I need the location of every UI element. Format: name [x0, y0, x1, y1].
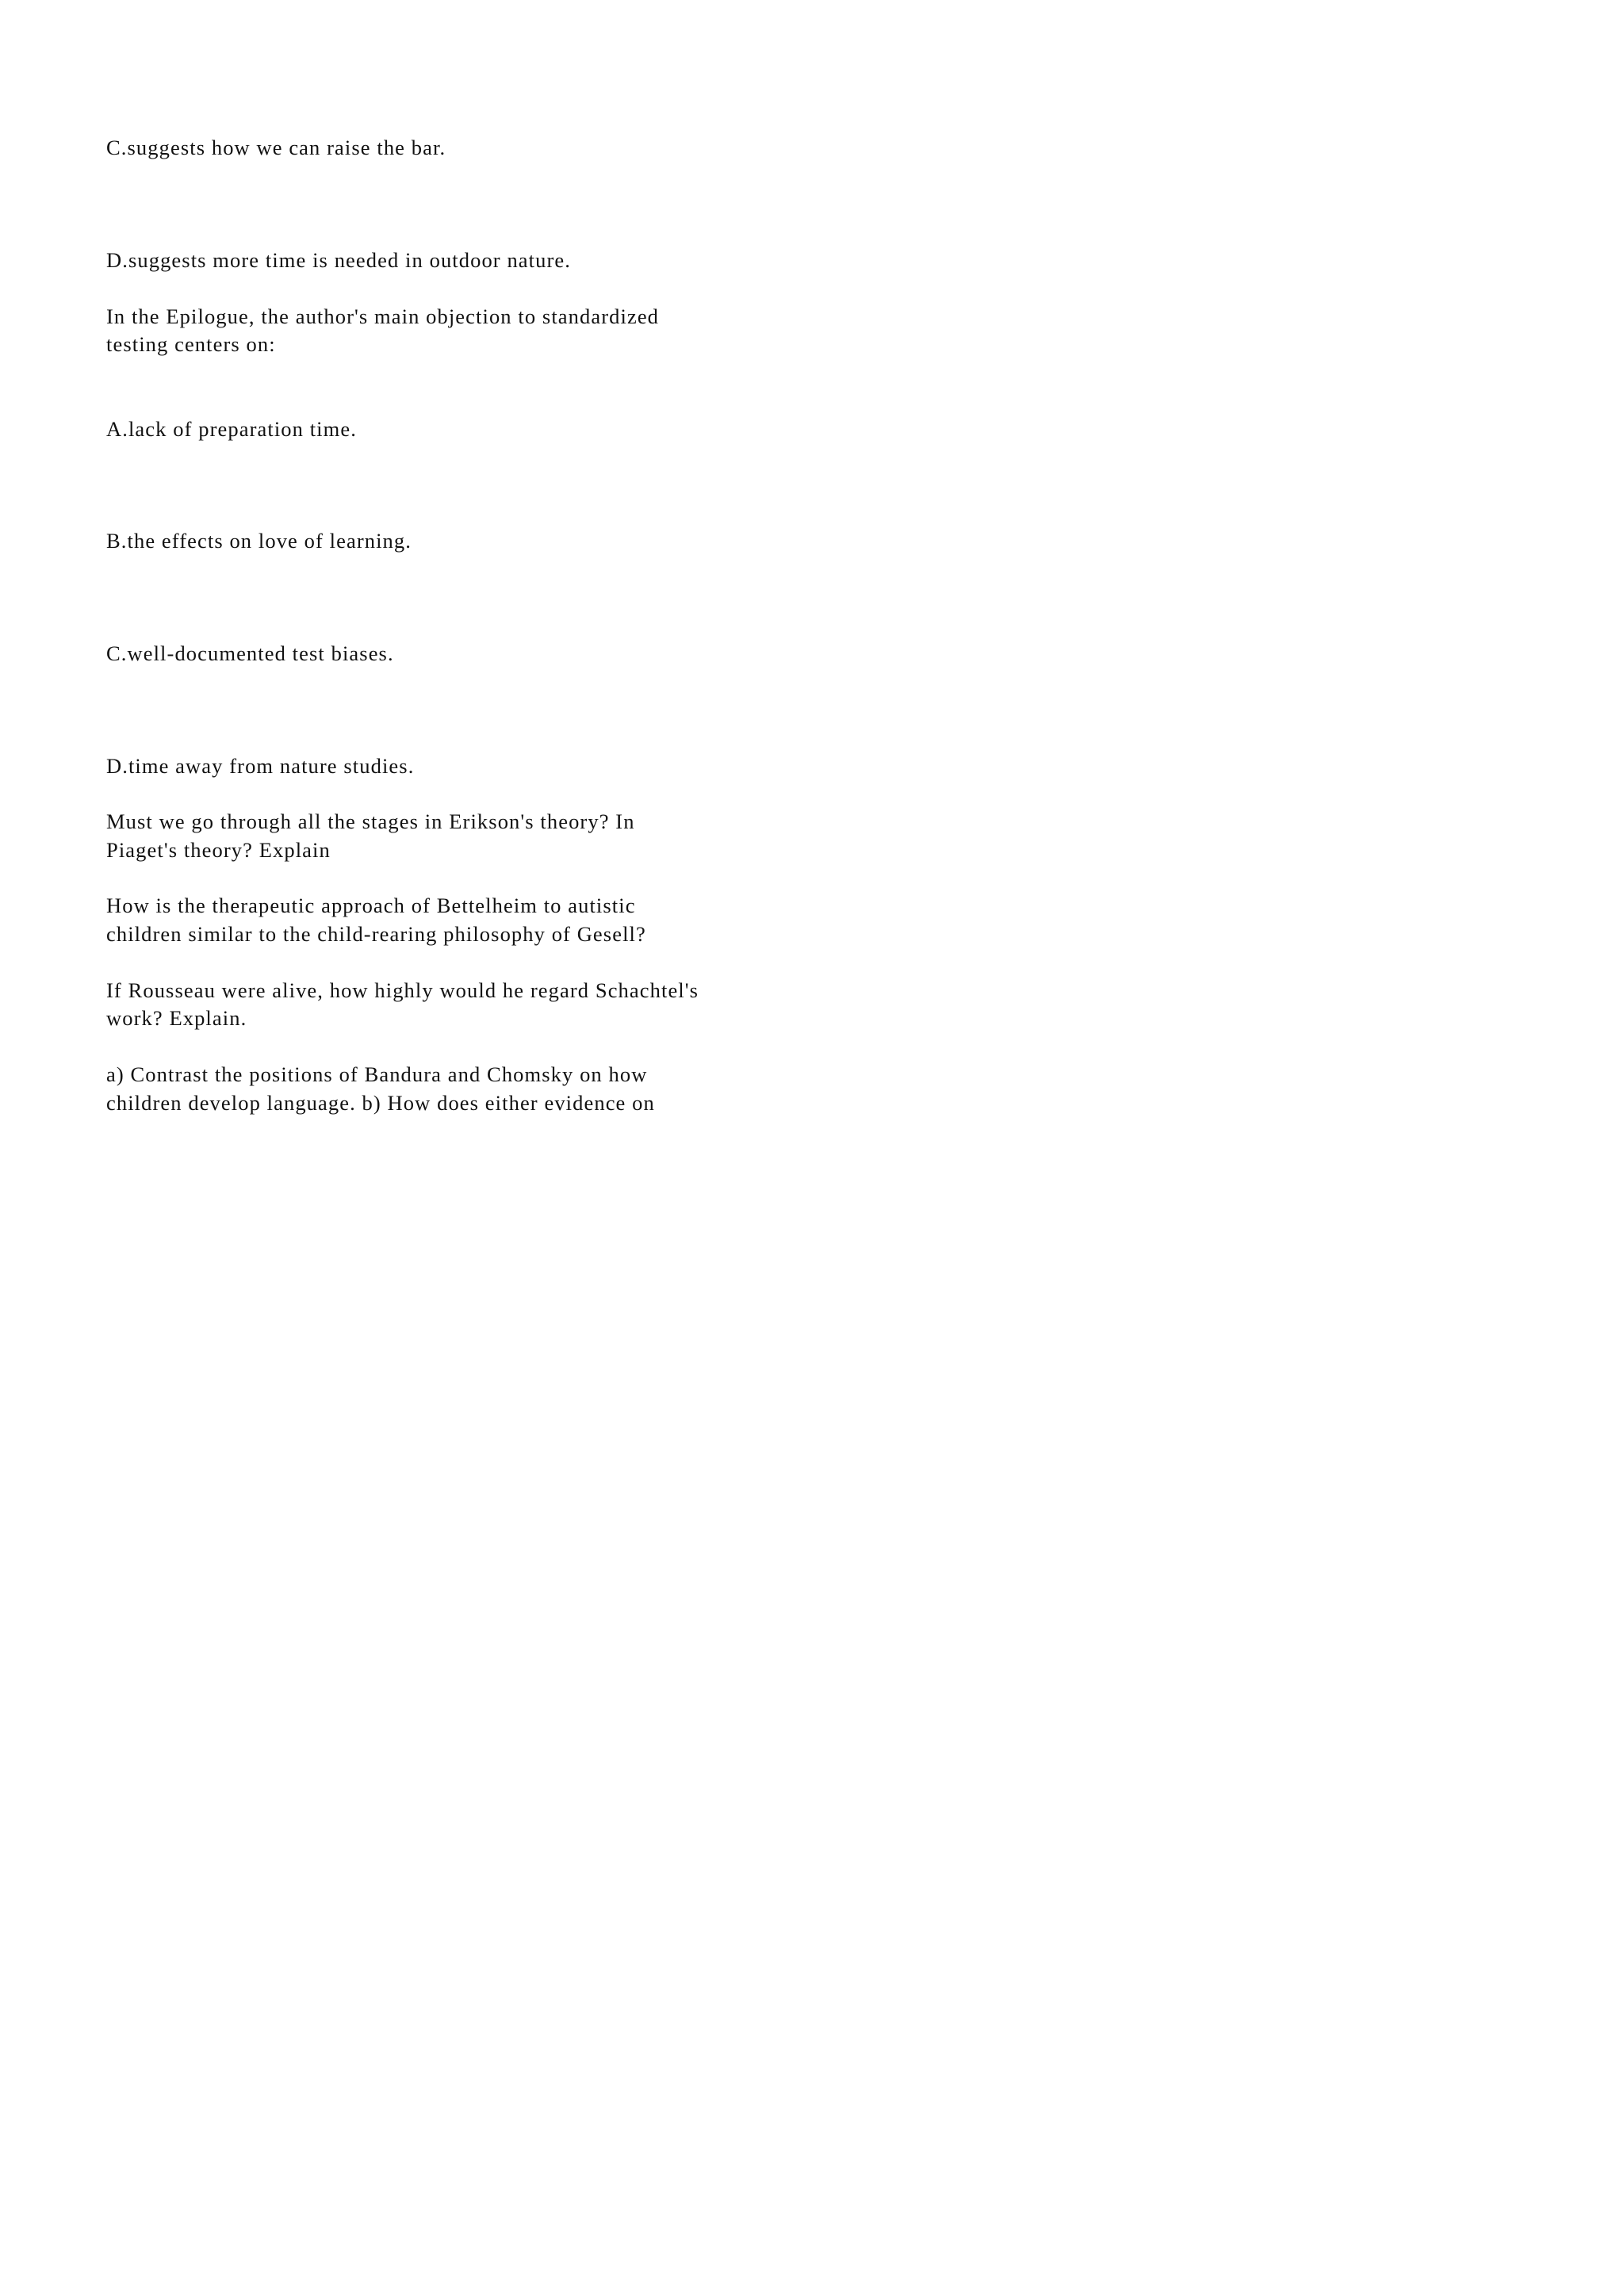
option-d-nature-studies: D.time away from nature studies. — [106, 754, 415, 778]
question-bandura-line-1: a) Contrast the positions of Bandura and Chomsky on how — [106, 1062, 648, 1086]
option-c-test-biases: C.well-documented test biases. — [106, 641, 394, 665]
question-erikson-line-1: Must we go through all the stages in Erikson's theory? In — [106, 809, 635, 833]
option-a-preparation-time: A.lack of preparation time. — [106, 417, 357, 441]
question-bandura-line-2: children develop language. b) How does either evidence on — [106, 1091, 655, 1115]
question-epilogue-line-1: In the Epilogue, the author's main objection to standardized — [106, 304, 660, 328]
question-epilogue-line-2: testing centers on: — [106, 332, 276, 356]
question-bettelheim-line-2: children similar to the child-rearing philosophy of Gesell? — [106, 922, 646, 946]
option-c-raise-the-bar: C.suggests how we can raise the bar. — [106, 136, 446, 159]
question-bettelheim-line-1: How is the therapeutic approach of Bettelheim to autistic — [106, 894, 636, 917]
question-rousseau-line-2: work? Explain. — [106, 1006, 247, 1030]
document-page — [0, 0, 873, 1235]
option-b-love-of-learning: B.the effects on love of learning. — [106, 529, 412, 553]
option-d-outdoor-nature: D.suggests more time is needed in outdoor nature. — [106, 248, 571, 272]
question-rousseau-line-1: If Rousseau were alive, how highly would he regard Schachtel's — [106, 978, 699, 1002]
question-erikson-line-2: Piaget's theory? Explain — [106, 838, 331, 862]
